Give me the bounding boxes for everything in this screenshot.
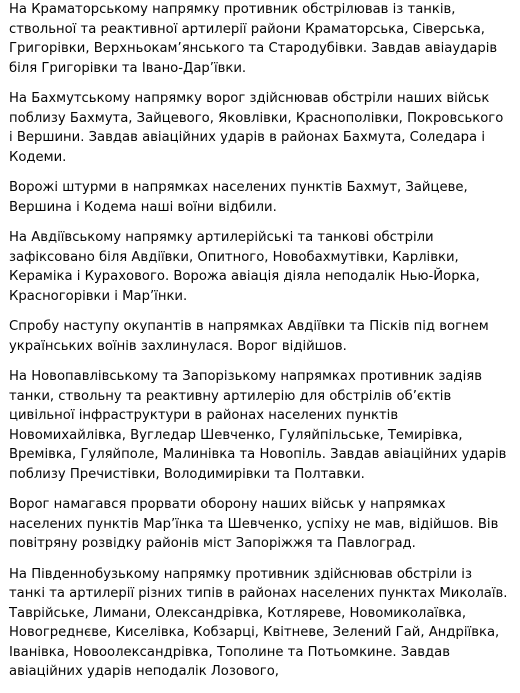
paragraph-novopavlivka-zaporizhzhia: На Новопавлівському та Запорізькому напрямках противник задіяв танки, ствольну та реактивну артилерію для обстрілів об’єктів цивільної інфраструктури в районах населених пунктів Новомихайлівка, Вугледар Шевченко, Гуляйпільське, Темирівка, Времівка, Гуляйполе, Малинівка та Новопіль. Завдав авіаційних ударів поблизу Пречистівки, Володимирівки та Полтавки. — [9, 369, 507, 482]
paragraph-bakhmut: На Бахмутському напрямку ворог здійснював обстріли наших військ поблизу Бахмута, Зайцевого, Яковлівки, Краснополівки, Покровського і Вершини. Завдав авіаційних ударів в районах Бахмута, Соледара і Кодеми. — [9, 91, 504, 165]
paragraph-kramatorsk: На Краматорському напрямку противник обстрілював із танків, ствольної та реактивної артилерії райони Краматорська, Сіверська, Григорівки, Верхньокам’янського та Стародубівки. Завдав авіаударів біля Григорівки та Івано-Дар’ївки. — [9, 2, 498, 76]
paragraph-offensive-attempt: Спробу наступу окупантів в напрямках Авдіївки та Пісків під вогнем українських воїнів захлинулася. Ворог відійшов. — [9, 319, 489, 354]
paragraph-avdiivka: На Авдіївському напрямку артилерійські та танкові обстріли зафіксовано біля Авдіївки, Опитного, Новобахмутівки, Карлівки, Кераміка і Курахового. Ворожа авіація діяла неподалік Нью-Йорка, Красногорівки і Мар’їнки. — [9, 230, 480, 304]
paragraph-assaults-repelled: Ворожі штурми в напрямках населених пунктів Бахмут, Зайцеве, Вершина і Кодема наші воїни відбили. — [9, 180, 468, 215]
paragraph-defense-breach-attempt: Ворог намагався прорвати оборону наших військ у напрямках населених пунктів Мар’їнка та Шевченко, успіху не мав, відійшов. Вів повітряну розвідку районів міст Запоріжжя та Павлоград. — [9, 497, 499, 551]
paragraph-pivdennobuzkyi: На Південнобузькому напрямку противник здійснював обстріли із танкі та артилерії різних типів в районах населених пунктах Миколаїв. Таврійське, Лимани, Олександрівка, Котляреве, Новомиколаївка, Новогреднєве, Киселівка, Кобзарці, Квітневе, Зелений Гай, Андріївка, Іванівка, Новоолександрівка, Тополине та Потьомкине. Завдав авіаційних ударів неподалік Лозового, — [9, 566, 508, 679]
